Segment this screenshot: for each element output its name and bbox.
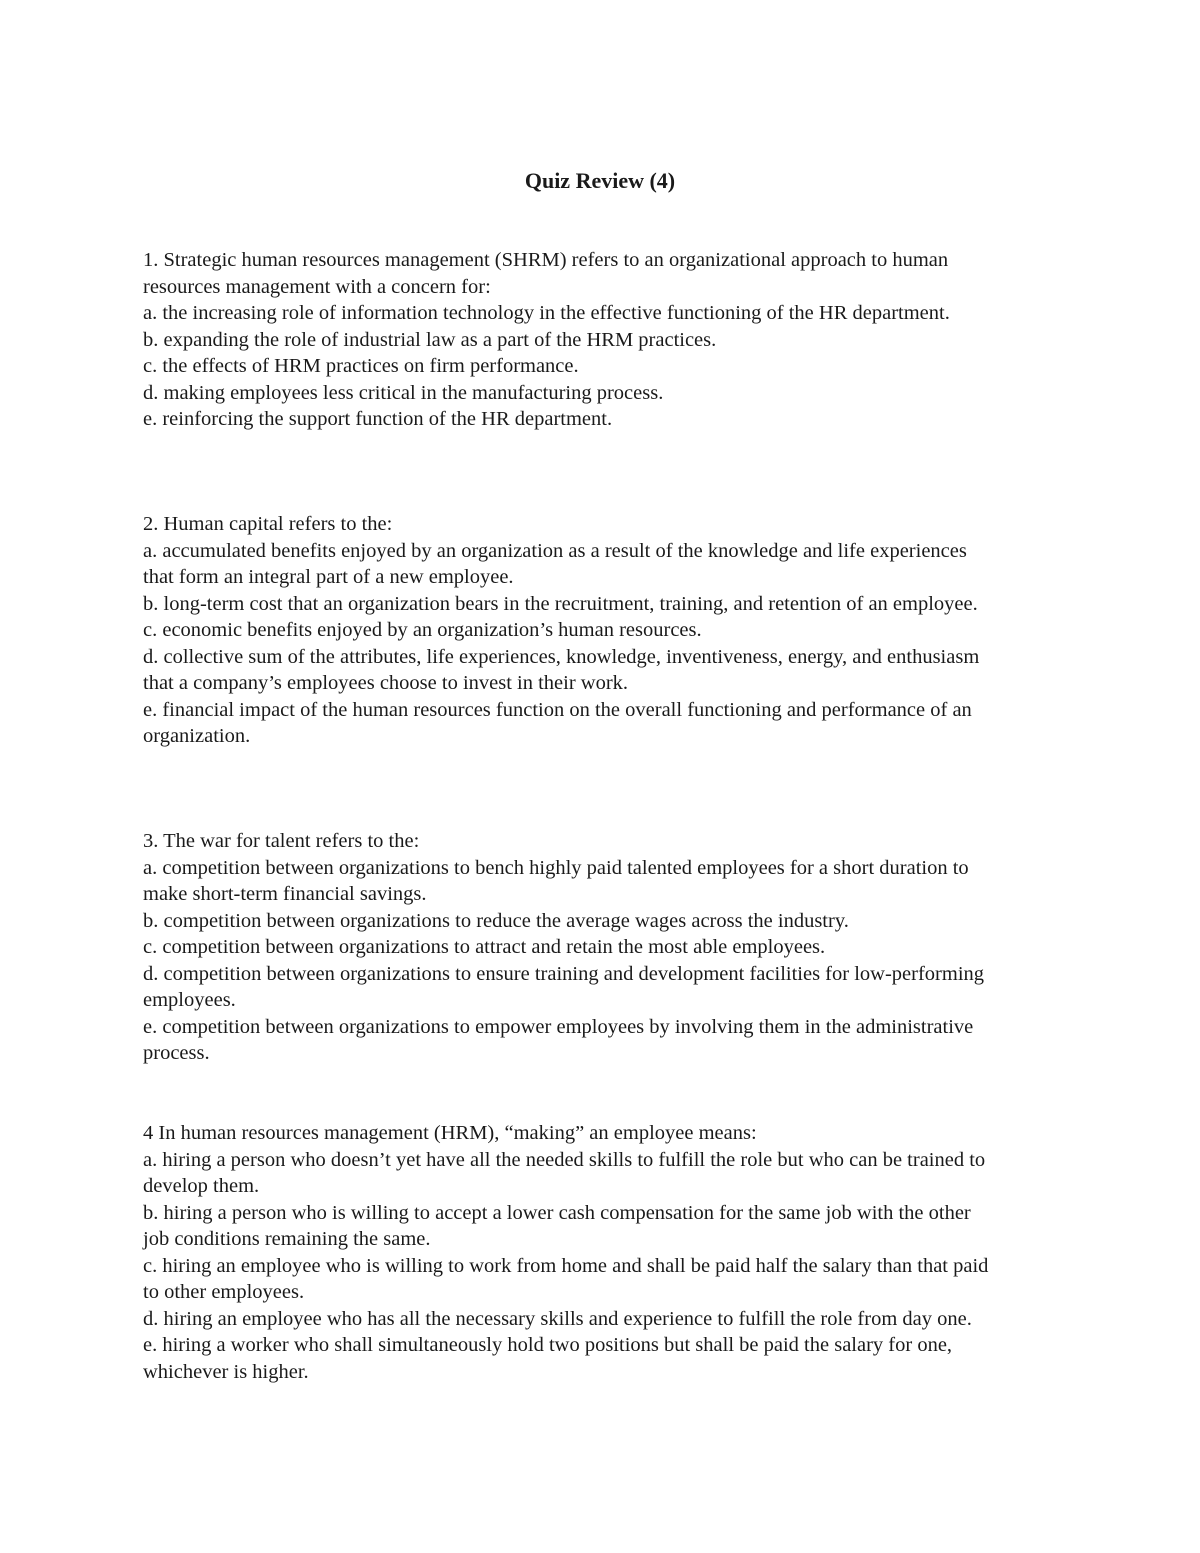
answer-option-b: b. expanding the role of industrial law as a part of the HRM practices. [143,328,717,351]
question-stem: 3. The war for talent refers to the: [143,830,420,852]
question-1 [143,247,993,433]
answer-option-c: c. hiring an employee who is willing to work from home and shall be paid half the salary than that paid to other employees. [143,1254,989,1303]
answer-option-a: a. hiring a person who doesn’t yet have all the needed skills to fulfill the role but who can be trained to develop them. [143,1148,986,1197]
answer-option-e: e. hiring a worker who shall simultaneously hold two positions but shall be paid the salary for one, whichever is higher. [143,1334,953,1383]
answer-option-c: c. the effects of HRM practices on firm performance. [143,355,579,377]
answer-option-c: c. economic benefits enjoyed by an organization’s human resources. [143,619,702,641]
question-stem: 2. Human capital refers to the: [143,513,393,535]
answer-option-e: e. competition between organizations to empower employees by involving them in the administrative process. [143,1015,974,1064]
answer-option-b: b. competition between organizations to reduce the average wages across the industry. [143,909,849,932]
answer-option-e: e. reinforcing the support function of the HR department. [143,408,613,430]
answer-option-a: a. the increasing role of information technology in the effective functioning of the HR department. [143,302,950,324]
answer-option-d: d. hiring an employee who has all the necessary skills and experience to fulfill the role from day one. [143,1307,972,1330]
document-title: Quiz Review (4) [524,168,676,193]
question-stem: 1. Strategic human resources management (SHRM) refers to an organizational approach to human resources management with a concern for: [143,249,949,298]
answer-option-d: d. competition between organizations to ensure training and development facilities for low-performing employees. [143,962,985,1011]
answer-option-a: a. competition between organizations to bench highly paid talented employees for a short duration to make short-term financial savings. [143,856,969,905]
answer-option-c: c. competition between organizations to attract and retain the most able employees. [143,936,826,958]
question-2 [143,511,993,750]
answer-option-d: d. making employees less critical in the manufacturing process. [143,381,664,404]
question-stem: 4 In human resources management (HRM), “making” an employee means: [143,1122,757,1144]
answer-option-b: b. long-term cost that an organization bears in the recruitment, training, and retention of an employee. [143,592,978,615]
answer-option-b: b. hiring a person who is willing to accept a lower cash compensation for the same job with the other job conditions remaining the same. [143,1201,971,1250]
answer-option-a: a. accumulated benefits enjoyed by an organization as a result of the knowledge and life experiences that form an integral part of a new employee. [143,539,967,588]
answer-option-d: d. collective sum of the attributes, life experiences, knowledge, inventiveness, energy, and enthusiasm that a company’s employees choose to invest in their work. [143,645,980,694]
answer-option-e: e. financial impact of the human resources function on the overall functioning and performance of an organization. [143,698,972,747]
question-3 [143,828,993,1067]
question-4 [143,1120,993,1385]
